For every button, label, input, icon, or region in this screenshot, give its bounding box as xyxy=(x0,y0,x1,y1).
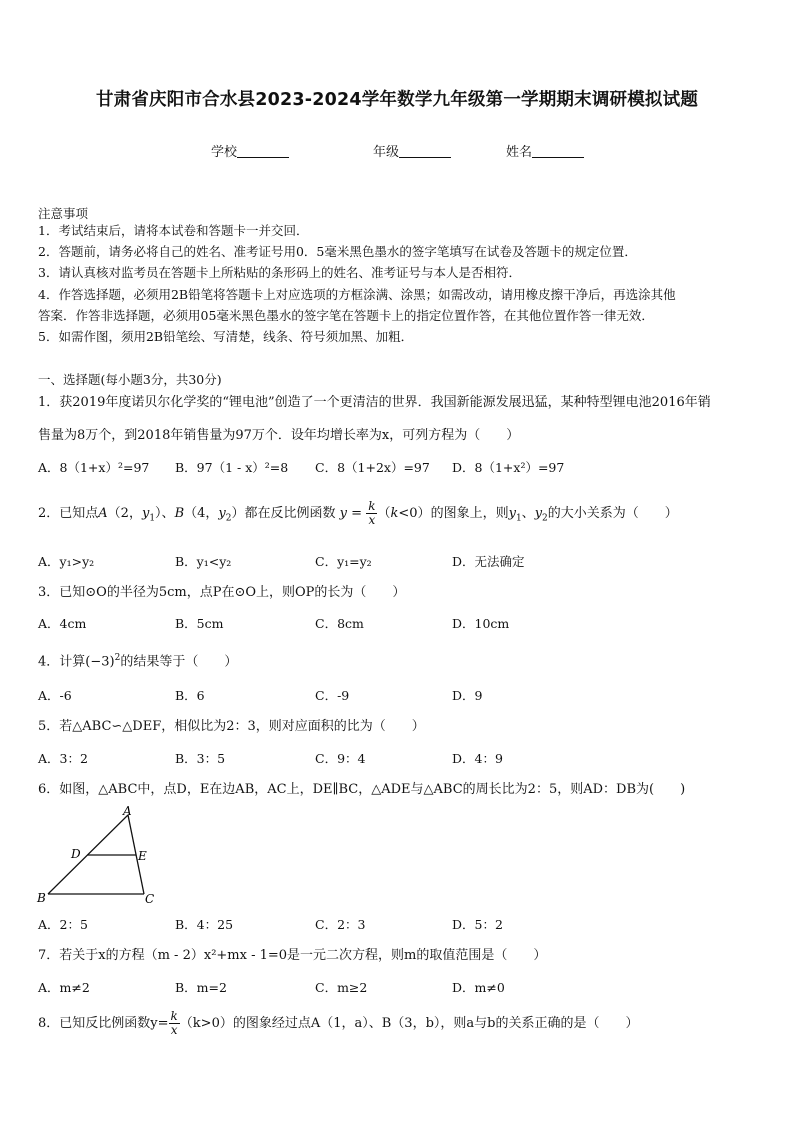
q8-post: （k>0）的图象经过点A（1，a）、B（3，b），则a与b的关系正确的是（ ） xyxy=(179,1016,639,1031)
notes-heading: 注意事项 xyxy=(38,206,89,221)
question-1-line1: 1．获2019年度诺贝尔化学奖的“锂电池”创造了一个更清洁的世界．我国新能源发展迅猛，某种特型锂电池2016年销 xyxy=(38,395,711,410)
q5-option-d: D．4：9 xyxy=(452,751,503,766)
school-label: 学校 xyxy=(211,145,238,160)
q4-option-b: B．6 xyxy=(175,688,205,703)
q4-post: 的结果等于（ ） xyxy=(120,654,238,670)
q4-pre: 4．计算 xyxy=(38,654,86,670)
q4-option-d: D．9 xyxy=(452,688,483,703)
page-title: 甘肃省庆阳市合水县2023-2024学年数学九年级第一学期期末调研模拟试题 xyxy=(95,90,699,110)
q5-option-c: C．9：4 xyxy=(315,751,366,766)
q4-option-c: C．-9 xyxy=(315,688,350,703)
q1-option-d: D．8（1+x²）=97 xyxy=(452,460,565,475)
q2-option-a: A．y₁>y₂ xyxy=(38,554,95,569)
question-3: 3．已知⊙O的半径为5cm，点P在⊙O上，则OP的长为（ ） xyxy=(38,585,406,600)
label-e: E xyxy=(138,849,147,863)
note-item: 4．作答选择题，必须用2B铅笔将答题卡上对应选项的方框涂满、涂黑；如需改动，请用橡皮擦干净后，再选涂其他 xyxy=(38,287,676,302)
q3-option-d: D．10cm xyxy=(452,616,510,631)
name-field xyxy=(506,141,584,160)
q6-option-c: C．2：3 xyxy=(315,917,366,932)
k-over-x-fraction: $\frac{k}{x}$ xyxy=(368,499,376,527)
q6-option-b: B．4：25 xyxy=(175,917,234,932)
school-field xyxy=(211,141,289,160)
note-item: 5．如需作图，须用2B铅笔绘、写清楚，线条、符号须加黑、加粗． xyxy=(38,329,414,344)
grade-field xyxy=(373,141,451,160)
k-over-x-fraction: $\frac{k}{x}$ xyxy=(170,1009,178,1037)
question-2: 2．已知点A（2，$y_1$）、B（4，$y_2$）都在反比例函数 y = $\frac{k}{x}$ （k<0）的图象上，则$y_1$、$y_2$的大小关系为（ ） xyxy=(38,499,678,527)
q2-option-c: C．y₁=y₂ xyxy=(315,554,372,569)
q2-pre: 2．已知点 xyxy=(38,506,99,521)
name-label: 姓名 xyxy=(506,145,533,160)
name-blank xyxy=(532,145,584,158)
q2-option-b: B．y₁<y₂ xyxy=(175,554,232,569)
section-heading: 一、选择题(每小题3分，共30分) xyxy=(38,372,222,387)
q7-option-a: A．m≠2 xyxy=(38,980,90,995)
label-b: B xyxy=(37,891,46,905)
grade-blank xyxy=(399,145,451,158)
q5-option-a: A．3：2 xyxy=(38,751,88,766)
school-blank xyxy=(237,145,289,158)
question-8 xyxy=(38,1010,768,1037)
question-5: 5．若△ABC∽△DEF，相似比为2：3，则对应面积的比为（ ） xyxy=(38,719,425,734)
q2-end: 的大小关系为（ ） xyxy=(547,506,678,521)
q1-option-c: C．8（1+2x）=97 xyxy=(315,460,430,475)
question-6: 6．如图，△ABC中，点D，E在边AB，AC上，DE∥BC，△ADE与△ABC的周长比为2：5，则AD：DB为( ) xyxy=(38,782,686,797)
label-a: A xyxy=(123,805,132,818)
q3-option-a: A．4cm xyxy=(38,616,87,631)
q2-option-d: D．无法确定 xyxy=(452,554,525,569)
q7-option-c: C．m≥2 xyxy=(315,980,368,995)
grade-label: 年级 xyxy=(373,145,400,160)
q6-option-a: A．2：5 xyxy=(38,917,88,932)
question-1-line2: 售量为8万个，到2018年销售量为97万个．设年均增长率为x，可列方程为（ ） xyxy=(38,428,520,443)
note-item: 2．答题前，请务必将自己的姓名、准考证号用0．5毫米黑色墨水的签字笔填写在试卷及答题卡的规定位置． xyxy=(38,244,637,259)
q8-pre: 8．已知反比例函数y= xyxy=(38,1016,169,1031)
q2-mid: 都在反比例函数 xyxy=(244,506,336,521)
label-c: C xyxy=(145,892,155,906)
note-item: 3．请认真核对监考员在答题卡上所粘贴的条形码上的姓名、准考证号与本人是否相符． xyxy=(38,265,521,280)
q4-option-a: A．-6 xyxy=(38,688,72,703)
q5-option-b: B．3：5 xyxy=(175,751,226,766)
q6-option-d: D．5：2 xyxy=(452,917,503,932)
q7-option-d: D．m≠0 xyxy=(452,980,505,995)
q3-option-c: C．8cm xyxy=(315,616,364,631)
question-7: 7．若关于x的方程（m - 2）x²+mx - 1=0是一元二次方程，则m的取值范围是（ ） xyxy=(38,948,547,963)
q1-option-b: B．97（1 - x）²=8 xyxy=(175,460,289,475)
q1-option-a: A．8（1+x）²=97 xyxy=(38,460,150,475)
label-d: D xyxy=(71,847,81,861)
note-item: 1．考试结束后，请将本试卷和答题卡一并交回． xyxy=(38,223,309,238)
triangle-figure xyxy=(34,805,164,910)
q7-option-b: B．m=2 xyxy=(175,980,227,995)
note-item: 答案．作答非选择题，必须用05毫米黑色墨水的签字笔在答题卡上的指定位置作答，在其他位置作答一律无效． xyxy=(38,308,654,323)
q2-post: 的图象上，则 xyxy=(430,506,509,521)
q3-option-b: B．5cm xyxy=(175,616,224,631)
question-4: 4．计算$(-3)^2$的结果等于（ ） xyxy=(38,653,238,670)
